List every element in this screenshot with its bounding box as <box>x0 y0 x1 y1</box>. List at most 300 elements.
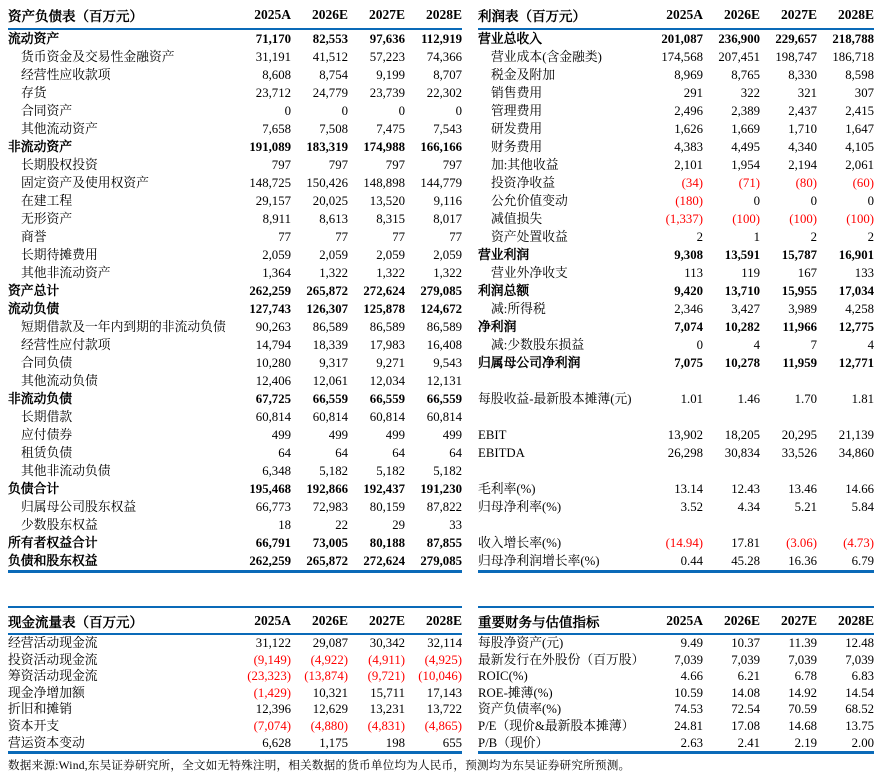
cell-value: 64 <box>335 446 348 460</box>
table-row <box>8 138 462 156</box>
cell-value: 655 <box>442 735 462 750</box>
table-row <box>478 300 874 318</box>
cell-value: 6.21 <box>737 669 760 684</box>
cell-value: 29 <box>392 518 405 532</box>
table-row <box>478 138 874 156</box>
row-label <box>478 462 646 480</box>
cell-value: 499 <box>385 428 405 442</box>
cell-value: 97,636 <box>369 32 405 46</box>
row-label: 研发费用 <box>491 122 543 136</box>
header-row <box>8 2 462 29</box>
row-label: 固定资产及使用权资产 <box>21 176 149 190</box>
table-row <box>478 120 874 138</box>
cell-value: (4,831) <box>367 718 405 733</box>
column-header: 2025A <box>234 607 291 634</box>
top-tables-row <box>8 2 874 573</box>
table-row <box>8 408 462 426</box>
cell-value: 6.78 <box>794 669 817 684</box>
cell-value: 2,101 <box>674 158 703 172</box>
row-label: 经营性应付款项 <box>21 338 111 352</box>
cell-value: 15,955 <box>781 284 817 298</box>
cell-value: 68.52 <box>845 702 874 717</box>
row-label: 短期借款及一年内到期的非流动负债 <box>21 320 226 334</box>
cell-value: 1 <box>753 230 760 244</box>
cell-value: 10.37 <box>731 636 760 650</box>
row-label: ROE-摊薄(%) <box>478 685 553 700</box>
row-label: 其他非流动资产 <box>21 266 111 280</box>
header-row <box>478 2 874 29</box>
cell-value: 797 <box>328 158 348 172</box>
cell-value: (3.06) <box>786 536 817 550</box>
cell-value: 0 <box>398 104 405 118</box>
column-header: 2027E <box>760 607 817 634</box>
cell-value: 7,039 <box>674 652 703 667</box>
row-label: 投资活动现金流 <box>8 652 98 667</box>
cell-value: 8,330 <box>788 68 817 82</box>
cell-value: 8,613 <box>319 212 348 226</box>
table-row <box>478 66 874 84</box>
column-header: 2027E <box>348 607 405 634</box>
cell-value: 32,114 <box>427 636 462 650</box>
cell-value: 16,408 <box>426 338 462 352</box>
cell-value <box>703 372 760 390</box>
cell-value: 18 <box>278 518 291 532</box>
cell-value: 8,315 <box>376 212 405 226</box>
cell-value: 1.01 <box>680 392 703 406</box>
cell-value: 8,911 <box>262 212 291 226</box>
cell-value: 174,568 <box>661 50 703 64</box>
cell-value: (4.73) <box>843 536 874 550</box>
row-label: 货币资金及交易性金融资产 <box>21 50 175 64</box>
table-row <box>478 516 874 534</box>
row-label: 收入增长率(%) <box>478 536 562 550</box>
cell-value: 2.41 <box>737 735 760 750</box>
table-row <box>478 685 874 702</box>
cell-value: 67,725 <box>255 392 291 406</box>
table-row <box>8 390 462 408</box>
cell-value: (180) <box>675 194 703 208</box>
row-label: 归母净利率(%) <box>478 500 562 514</box>
cell-value: 2,059 <box>319 248 348 262</box>
cell-value: 198,747 <box>775 50 817 64</box>
cell-value: 2,496 <box>674 104 703 118</box>
cell-value: 2,059 <box>376 248 405 262</box>
cell-value <box>703 408 760 426</box>
cell-value: 133 <box>854 266 874 280</box>
cell-value <box>760 462 817 480</box>
cell-value: 12,629 <box>312 702 348 717</box>
cell-value: 33 <box>449 518 462 532</box>
cell-value: 127,743 <box>249 302 291 316</box>
table-row <box>8 246 462 264</box>
table-row <box>478 634 874 652</box>
cell-value: 5.84 <box>851 500 874 514</box>
cell-value: 192,437 <box>363 482 405 496</box>
cell-value: 87,822 <box>426 500 462 514</box>
cell-value: 265,872 <box>306 284 348 298</box>
table-row <box>478 735 874 753</box>
row-label: 折旧和摊销 <box>8 702 72 717</box>
cell-value: 16,901 <box>838 248 874 262</box>
cell-value: (100) <box>732 212 760 226</box>
column-header: 2025A <box>234 2 291 29</box>
cell-value <box>817 516 874 534</box>
cell-value: 1.46 <box>737 392 760 406</box>
cell-value: 7 <box>810 338 817 352</box>
table-row <box>478 354 874 372</box>
row-label: 经营活动现金流 <box>8 636 98 650</box>
cell-value: 11.39 <box>788 636 817 650</box>
table-row <box>478 246 874 264</box>
cell-value: 16.36 <box>788 554 817 568</box>
cell-value: 9,543 <box>433 356 462 370</box>
cell-value: 2 <box>810 230 817 244</box>
table-title: 利润表（百万元） <box>478 2 646 29</box>
cell-value: 167 <box>797 266 817 280</box>
cell-value: 0 <box>867 194 874 208</box>
income-statement-table <box>478 2 874 573</box>
cell-value: 14.68 <box>788 718 817 733</box>
cell-value: 13,591 <box>724 248 760 262</box>
cell-value: (9,721) <box>367 669 405 684</box>
cell-value: 198 <box>385 735 405 750</box>
cell-value: 12.48 <box>845 636 874 650</box>
cell-value: 2,194 <box>788 158 817 172</box>
cell-value: 17,143 <box>426 685 462 700</box>
cash-flow-table <box>8 606 462 754</box>
cell-value: 321 <box>797 86 817 100</box>
row-label: 合同资产 <box>21 104 73 118</box>
row-label: 流动负债 <box>8 302 60 316</box>
balance-sheet-table <box>8 2 462 573</box>
cell-value: 499 <box>271 428 291 442</box>
table-row <box>478 228 874 246</box>
row-label <box>478 372 646 390</box>
column-header: 2028E <box>405 607 462 634</box>
table-row <box>478 408 874 426</box>
table-row <box>8 652 462 669</box>
cell-value: 72.54 <box>731 702 760 717</box>
table-title: 现金流量表（百万元） <box>8 607 234 634</box>
cell-value: 24.81 <box>674 718 703 733</box>
table-row <box>8 66 462 84</box>
column-header: 2028E <box>817 607 874 634</box>
cell-value: 9,308 <box>674 248 703 262</box>
cell-value: (23,323) <box>247 669 291 684</box>
table-row <box>478 156 874 174</box>
cell-value: 15,787 <box>781 248 817 262</box>
row-label: EBITDA <box>478 446 525 460</box>
table-row <box>8 735 462 753</box>
row-label: 加:其他收益 <box>491 158 559 172</box>
cell-value <box>703 516 760 534</box>
cell-value: 23,712 <box>255 86 291 100</box>
cell-value: (1,337) <box>665 212 703 226</box>
cell-value: 291 <box>683 86 703 100</box>
cell-value: 12,061 <box>312 374 348 388</box>
row-label: 经营性应收款项 <box>21 68 111 82</box>
cell-value: 13,902 <box>667 428 703 442</box>
cell-value: (4,911) <box>368 652 405 667</box>
table-row <box>478 462 874 480</box>
cell-value: 60,814 <box>426 410 462 424</box>
bottom-tables-row <box>8 606 874 754</box>
cell-value: 6.79 <box>851 554 874 568</box>
header-row <box>8 607 462 634</box>
row-label: P/E（现价&最新股本摊薄） <box>478 718 635 733</box>
cell-value: 77 <box>449 230 462 244</box>
cell-value: 33,526 <box>781 446 817 460</box>
key-metrics-table <box>478 606 874 754</box>
row-label: 减:少数股东损益 <box>491 338 585 352</box>
row-label: 合同负债 <box>21 356 73 370</box>
cell-value: 22,302 <box>426 86 462 100</box>
cell-value: 73,005 <box>312 536 348 550</box>
cell-value: 12,034 <box>369 374 405 388</box>
cell-value: 14.08 <box>731 685 760 700</box>
cell-value: 74,366 <box>426 50 462 64</box>
table-row <box>8 685 462 702</box>
row-label: 管理费用 <box>491 104 543 118</box>
cell-value: (4,865) <box>424 718 462 733</box>
column-header: 2026E <box>291 2 348 29</box>
table-row <box>478 372 874 390</box>
table-row <box>478 210 874 228</box>
cell-value: 18,339 <box>312 338 348 352</box>
cell-value: 66,773 <box>255 500 291 514</box>
cell-value: 11,966 <box>782 320 817 334</box>
cell-value: 2 <box>867 230 874 244</box>
table-row <box>478 264 874 282</box>
cell-value <box>646 516 703 534</box>
table-row <box>8 634 462 652</box>
cell-value: 5,182 <box>433 464 462 478</box>
cell-value <box>760 372 817 390</box>
cell-value: 41,512 <box>312 50 348 64</box>
column-header: 2027E <box>760 2 817 29</box>
cell-value <box>646 462 703 480</box>
row-label: 净利润 <box>478 320 517 334</box>
cell-value: 2,061 <box>845 158 874 172</box>
table-row <box>478 652 874 669</box>
cell-value: 9,116 <box>433 194 462 208</box>
table-row <box>8 534 462 552</box>
cell-value: 1,364 <box>262 266 291 280</box>
cell-value: 72,983 <box>312 500 348 514</box>
cell-value: 13,231 <box>369 702 405 717</box>
cell-value: 13.46 <box>788 482 817 496</box>
cell-value: 34,860 <box>838 446 874 460</box>
cell-value: 0 <box>284 104 291 118</box>
cell-value: 307 <box>854 86 874 100</box>
row-label: 资产处置收益 <box>491 230 568 244</box>
cell-value: 64 <box>392 446 405 460</box>
cell-value: 30,342 <box>369 636 405 650</box>
column-header: 2027E <box>348 2 405 29</box>
cell-value: 2,059 <box>433 248 462 262</box>
cell-value: 13,710 <box>724 284 760 298</box>
row-label: 归母净利润增长率(%) <box>478 554 600 568</box>
row-label: 毛利率(%) <box>478 482 536 496</box>
cell-value: 499 <box>328 428 348 442</box>
cell-value: (9,149) <box>253 652 291 667</box>
header-row <box>478 607 874 634</box>
table-row <box>8 210 462 228</box>
cell-value: 13,722 <box>426 702 462 717</box>
table-title: 资产负债表（百万元） <box>8 2 234 29</box>
cell-value: 17,034 <box>838 284 874 298</box>
cell-value: (4,880) <box>310 718 348 733</box>
cell-value: 191,230 <box>420 482 462 496</box>
cell-value: 7,508 <box>319 122 348 136</box>
cell-value: 64 <box>278 446 291 460</box>
cell-value: 262,259 <box>249 554 291 568</box>
cell-value: 31,122 <box>255 636 291 650</box>
cell-value: 30,834 <box>724 446 760 460</box>
row-label: 所有者权益合计 <box>8 536 98 550</box>
table-row <box>478 29 874 48</box>
cell-value: 60,814 <box>255 410 291 424</box>
cell-value: 3,427 <box>731 302 760 316</box>
cell-value: 45.28 <box>731 554 760 568</box>
cell-value: 112,919 <box>421 32 462 46</box>
cell-value <box>703 462 760 480</box>
cell-value: 15,711 <box>370 685 405 700</box>
row-label: 税金及附加 <box>491 68 555 82</box>
cell-value: 1,322 <box>319 266 348 280</box>
cell-value: 7,039 <box>788 652 817 667</box>
table-row <box>478 390 874 408</box>
cell-value: 8,765 <box>731 68 760 82</box>
cell-value: 2,415 <box>845 104 874 118</box>
cell-value: (14.94) <box>665 536 703 550</box>
column-header: 2026E <box>703 2 760 29</box>
cell-value: 6,348 <box>262 464 291 478</box>
cell-value: 86,589 <box>312 320 348 334</box>
cell-value: 60,814 <box>369 410 405 424</box>
table-row <box>8 192 462 210</box>
cell-value: 272,624 <box>363 554 405 568</box>
cell-value: (100) <box>846 212 874 226</box>
cell-value: 17,983 <box>369 338 405 352</box>
cell-value: 279,085 <box>420 554 462 568</box>
cell-value: 192,866 <box>306 482 348 496</box>
cell-value: 0.44 <box>680 554 703 568</box>
cell-value <box>760 408 817 426</box>
cell-value: 9,271 <box>376 356 405 370</box>
cell-value: 24,779 <box>312 86 348 100</box>
table-row <box>8 718 462 735</box>
cell-value: 77 <box>392 230 405 244</box>
cell-value: 7,039 <box>731 652 760 667</box>
row-label: 营业利润 <box>478 248 530 262</box>
table-row <box>478 318 874 336</box>
cell-value: 13,520 <box>369 194 405 208</box>
cell-value: 10,282 <box>724 320 760 334</box>
row-label: 长期借款 <box>21 410 73 424</box>
cell-value: 1,626 <box>674 122 703 136</box>
cell-value: 1,710 <box>788 122 817 136</box>
cell-value: 4,383 <box>674 140 703 154</box>
cell-value: 23,739 <box>369 86 405 100</box>
row-label: 筹资活动现金流 <box>8 669 98 684</box>
cell-value: (7,074) <box>253 718 291 733</box>
table-row <box>8 354 462 372</box>
cell-value: (71) <box>738 176 760 190</box>
cell-value: 17.08 <box>731 718 760 733</box>
row-label: 现金净增加额 <box>8 685 85 700</box>
cell-value: 4.34 <box>737 500 760 514</box>
cell-value: 66,559 <box>369 392 405 406</box>
table-row <box>478 480 874 498</box>
row-label: 减:所得税 <box>491 302 546 316</box>
cell-value: 66,559 <box>426 392 462 406</box>
row-label: 其他非流动负债 <box>21 464 111 478</box>
table-row <box>8 701 462 718</box>
cell-value: 8,707 <box>433 68 462 82</box>
cell-value: 82,553 <box>312 32 348 46</box>
cell-value: 14.66 <box>845 482 874 496</box>
cell-value: 7,074 <box>674 320 703 334</box>
table-row <box>478 668 874 685</box>
cell-value: 2.00 <box>851 735 874 750</box>
table-row <box>8 174 462 192</box>
cell-value: 1,322 <box>376 266 405 280</box>
table-row <box>478 84 874 102</box>
cell-value: 86,589 <box>426 320 462 334</box>
cell-value: 77 <box>335 230 348 244</box>
cell-value: 279,085 <box>420 284 462 298</box>
row-label: 其他流动资产 <box>21 122 98 136</box>
row-label: 投资净收益 <box>491 176 555 190</box>
row-label: 每股净资产(元) <box>478 636 564 650</box>
cell-value: (10,046) <box>418 669 462 684</box>
cell-value: 2.19 <box>794 735 817 750</box>
cell-value: 5,182 <box>376 464 405 478</box>
cell-value: (100) <box>789 212 817 226</box>
row-label: 长期股权投资 <box>21 158 98 172</box>
cell-value: 8,608 <box>262 68 291 82</box>
cell-value: 12,131 <box>426 374 462 388</box>
cell-value: 166,166 <box>420 140 462 154</box>
cell-value: 4.66 <box>680 669 703 684</box>
cell-value: 10,278 <box>724 356 760 370</box>
table-row <box>8 48 462 66</box>
row-label: 应付债券 <box>21 428 73 442</box>
cell-value: 80,188 <box>369 536 405 550</box>
row-label: 负债和股东权益 <box>8 554 98 568</box>
cell-value: 5,182 <box>319 464 348 478</box>
table-row <box>478 426 874 444</box>
cell-value: 207,451 <box>718 50 760 64</box>
cell-value: (13,874) <box>304 669 348 684</box>
cell-value: 7,039 <box>845 652 874 667</box>
cell-value: 7,075 <box>674 356 703 370</box>
cell-value: 148,898 <box>363 176 405 190</box>
cell-value: 4,258 <box>845 302 874 316</box>
cell-value: 12,396 <box>255 702 291 717</box>
cell-value: 8,754 <box>319 68 348 82</box>
cell-value <box>760 516 817 534</box>
cell-value: 124,672 <box>420 302 462 316</box>
table-row <box>478 192 874 210</box>
cell-value <box>817 372 874 390</box>
cell-value: 70.59 <box>788 702 817 717</box>
row-label: 非流动资产 <box>8 140 72 154</box>
table-row <box>8 29 462 48</box>
cell-value: 14.54 <box>845 685 874 700</box>
cell-value: 6.83 <box>851 669 874 684</box>
